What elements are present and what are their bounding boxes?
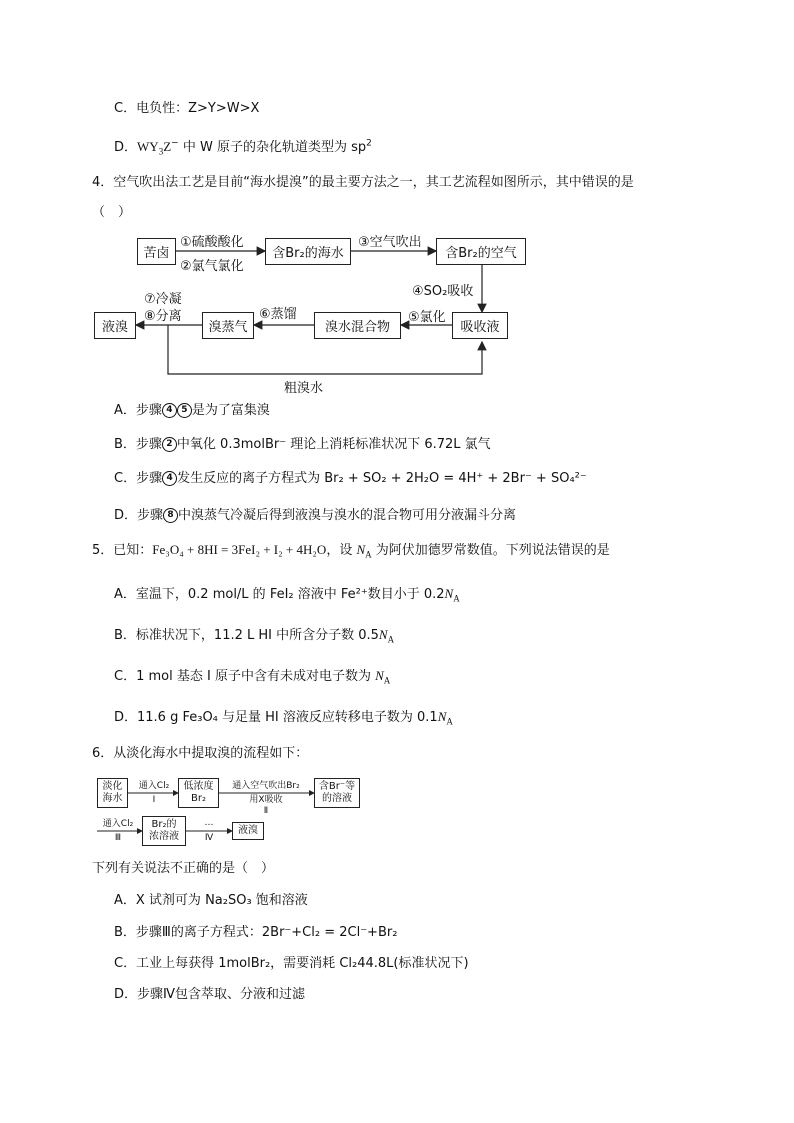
flow-step6: ⑥蒸馏 (259, 307, 297, 322)
q5-na-sub: A (365, 549, 372, 560)
q4-option-b-pre: B．步骤 (114, 437, 162, 452)
q5-option-d-n: N (437, 709, 447, 724)
q6-question: 下列有关说法不正确的是（ ） (92, 861, 275, 876)
q3-option-d-rest: 中 W 原子的杂化轨道类型为 sp (178, 140, 367, 155)
q6-step2-b: 用X吸收 (249, 795, 283, 805)
circled-4-icon: 4 (162, 403, 177, 418)
q6-option-d: D．步骤Ⅳ包含萃取、分液和过滤 (114, 987, 306, 1002)
q6-step1-a: 通入Cl₂ (138, 781, 170, 791)
circled-5-icon: 5 (177, 403, 192, 418)
q6-box1-line2: 海水 (102, 793, 123, 804)
q6-option-a: A．X 试剂可为 Na₂SO₃ 饱和溶液 (114, 893, 308, 908)
q6-box5-line1: 液溴 (238, 825, 258, 836)
q6-step3-a: 通入Cl₂ (102, 819, 134, 829)
q5-option-a-sub: A (453, 593, 460, 604)
q3-option-d-formula: WY (137, 139, 159, 154)
flow-step8: ⑧分离 (144, 309, 182, 324)
q3-option-d-charge: − (171, 138, 179, 149)
q6-option-c: C．工业上每获得 1molBr₂，需要消耗 Cl₂44.8L(标准状况下) (114, 956, 469, 971)
flow-box-kulu: 苦卤 (137, 238, 176, 265)
q6-box-desalinated (97, 778, 128, 808)
flow-step4: ④SO₂吸收 (412, 284, 474, 299)
flow-box-seawater: 含Br₂的海水 (265, 238, 351, 265)
q6-box3-line2: 的溶液 (322, 793, 352, 804)
q5-stem-mid: ，设 (326, 543, 357, 558)
q5-option-d-sub: A (446, 716, 453, 727)
flow-box-mix: 溴水混合物 (314, 312, 401, 339)
q6-step2-c: Ⅱ (263, 806, 269, 816)
q5-option-d-text: D．11.6 g Fe₃O₄ 与足量 HI 溶液反应转移电子数为 0.1 (114, 710, 438, 725)
q5-option-b-n: N (378, 627, 388, 642)
q6-step4-b: Ⅳ (204, 833, 214, 843)
q6-step3-b: Ⅲ (114, 833, 122, 843)
q6-box3-line1: 含Br⁻等 (318, 781, 356, 792)
circled-4-icon: 4 (162, 471, 177, 486)
q5-option-a-n: N (444, 586, 454, 601)
q4-option-b-post: 中氧化 0.3molBr⁻ 理论上消耗标准状况下 6.72L 氯气 (176, 437, 491, 452)
q5-equation: Fe₃O₄ + 8HI = 3FeI₂ + I₂ + 4H₂O (152, 542, 327, 557)
flow-crude-bromine-water: 粗溴水 (284, 381, 324, 396)
q5-option-c-sub: A (383, 675, 391, 686)
flow-box-vapor: 溴蒸气 (202, 312, 254, 339)
q4-option-c-post: 发生反应的离子方程式为 Br₂ + SO₂ + 2H₂O = 4H⁺ + 2Br⁻ + SO₄²⁻ (177, 471, 587, 486)
circled-2-icon: 2 (162, 437, 177, 452)
q3-option-d-label: D． (114, 140, 138, 155)
q6-box4-line1: Br₂的 (151, 819, 177, 830)
q6-step1-b: Ⅰ (152, 795, 156, 805)
flow-box-air: 含Br₂的空气 (436, 238, 526, 265)
q5-option-a-text: A．室温下，0.2 mol/L 的 FeI₂ 溶液中 Fe²⁺数目小于 0.2 (114, 587, 445, 602)
q4-stem-line1: 4．空气吹出法工艺是目前“海水提溴”的最主要方法之一，其工艺流程如图所示，其中错误的是 (92, 175, 634, 190)
q5-option-b-text: B．标准状况下，11.2 L HI 中所含分子数 0.5 (114, 628, 379, 643)
flow-step7: ⑦冷凝 (144, 292, 182, 307)
q6-option-b: B．步骤Ⅲ的离子方程式：2Br⁻+Cl₂ = 2Cl⁻+Br₂ (114, 925, 398, 940)
flow-box-liquid: 液溴 (94, 312, 136, 339)
q4-stem-line2: （ ） (92, 205, 132, 220)
q5-na-symbol: N (356, 542, 366, 557)
q6-step4-a: … (204, 818, 214, 828)
q5-stem-pre: 5．已知： (92, 543, 153, 558)
q3-option-c-text: C．电负性：Z>Y>W>X (114, 101, 260, 116)
q6-box-low-br2 (178, 778, 219, 808)
q5-option-c-text: C．1 mol 基态 I 原子中含有未成对电子数为 (114, 669, 376, 684)
q6-stem: 6．从淡化海水中提取溴的流程如下： (92, 746, 309, 761)
q5-option-c-n: N (375, 668, 384, 683)
flow-step2: ②氯气氯化 (180, 259, 244, 274)
q6-box2-line2: Br₂ (191, 793, 206, 804)
q6-step2-a: 通入空气吹出Br₂ (232, 781, 300, 791)
q4-option-a-post: 是为了富集溴 (191, 403, 270, 418)
circled-8-icon: 8 (163, 508, 178, 523)
flow-step5: ⑤氯化 (408, 310, 446, 325)
flow-step3: ③空气吹出 (358, 235, 422, 250)
q4-option-d-post: 中溴蒸气冷凝后得到液溴与溴水的混合物可用分液漏斗分离 (178, 508, 517, 523)
q4-option-a-pre: A．步骤 (114, 403, 162, 418)
q6-box2-line1: 低浓度 (183, 781, 214, 792)
q6-box-liquid-br (232, 822, 264, 840)
flow-step1: ①硫酸酸化 (180, 235, 244, 250)
q4-option-c-pre: C．步骤 (114, 471, 163, 486)
q3-option-d-z: Z (163, 139, 172, 154)
q5-stem-post: 为阿伏加德罗常数值。下列说法错误的是 (371, 543, 610, 558)
q6-box-br-solution (314, 778, 360, 808)
q6-box1-line1: 淡化 (102, 781, 123, 792)
q4-option-d-pre: D．步骤 (114, 508, 164, 523)
q6-box-br2-conc (142, 816, 186, 846)
q3-option-d-sp-exp: 2 (366, 138, 372, 149)
flow-box-absorb: 吸收液 (452, 312, 508, 339)
q6-box4-line2: 浓溶液 (149, 831, 179, 842)
q3-option-d-sub: 3 (158, 146, 164, 157)
q5-option-b-sub: A (387, 634, 395, 645)
